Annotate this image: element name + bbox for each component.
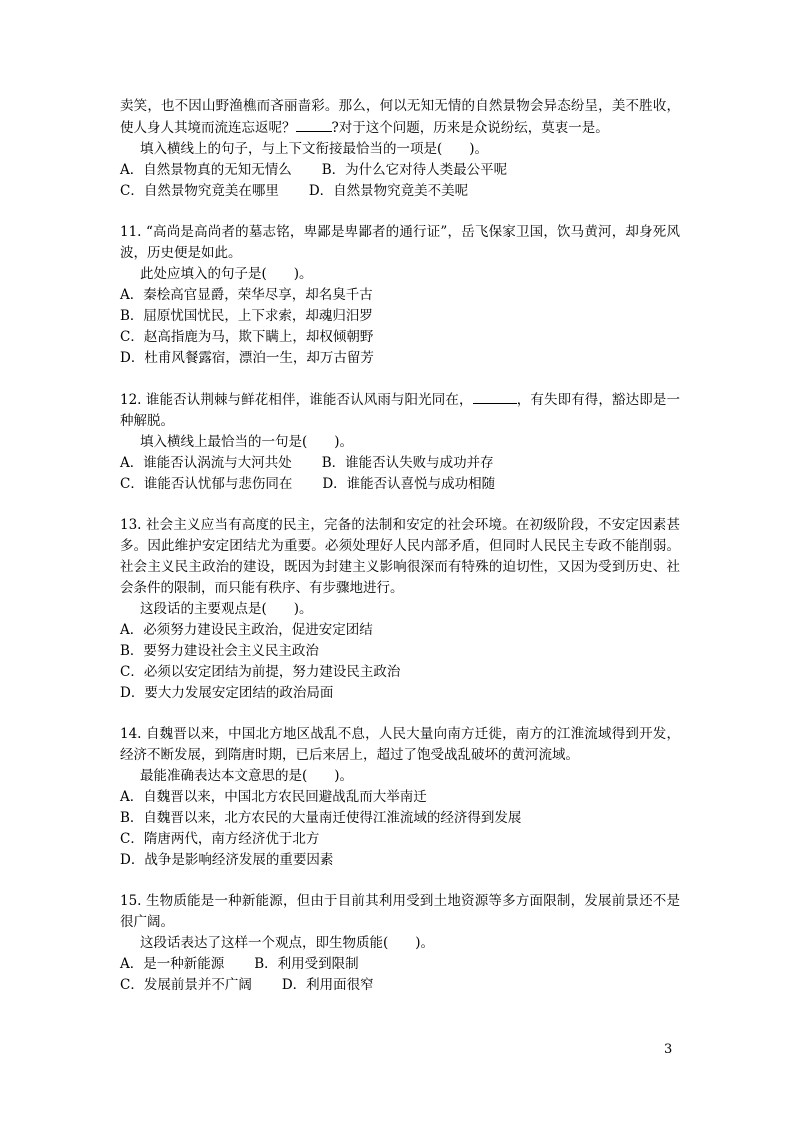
fill-blank — [296, 117, 332, 132]
fill-blank — [473, 389, 517, 404]
question-prompt: 填入横线上最恰当的一句是( )。 — [140, 434, 354, 450]
intro-block — [120, 96, 680, 202]
option-c: C．发展前景并不广阔 — [120, 977, 252, 993]
question-stem: 15. 生物质能是一种新能源，但由于目前其利用受到土地资源等多方面限制，发展前景还不是很广阔。 — [120, 893, 680, 930]
option-d: D．战争是影响经济发展的重要因素 — [120, 852, 334, 868]
page-number: 3 — [664, 1042, 673, 1057]
option-b: B．谁能否认失败与成功并存 — [321, 455, 494, 471]
options-row-2 — [120, 975, 680, 996]
options-row-1 — [120, 453, 680, 474]
option-d: D．要大力发展安定团结的政治局面 — [120, 685, 334, 701]
option-c: C．自然景物究竟美在哪里 — [120, 183, 279, 199]
intro-options-row-1 — [120, 160, 680, 181]
question-prompt: 最能准确表达本文意思的是( )。 — [140, 768, 354, 784]
intro-passage-text: 卖笑，也不因山野渔樵而吝丽啬彩。那么，何以无知无情的自然景物会异态纷呈，美不胜收，使人身人其境而流连忘返呢？ — [120, 98, 680, 136]
option-c: C．隋唐两代，南方经济优于北方 — [120, 831, 320, 847]
options-row-1 — [120, 954, 680, 975]
option-c: C．赵高指鹿为马，欺下瞒上，却权倾朝野 — [120, 329, 374, 345]
option-a: A．自魏晋以来，中国北方农民回避战乱而大举南迁 — [120, 789, 427, 805]
question-stem — [120, 389, 680, 432]
option-c: C．必须以安定团结为前提，努力建设民主政治 — [120, 664, 401, 680]
option-a: A．谁能否认涡流与大河共处 — [120, 455, 292, 471]
intro-passage — [120, 96, 680, 139]
question-prompt: 这段话表达了这样一个观点，即生物质能( )。 — [140, 935, 435, 951]
option-a: A．自然景物真的无知无情么 — [120, 162, 292, 178]
question-11 — [120, 222, 680, 369]
option-c: C．谁能否认忧郁与悲伤同在 — [120, 476, 293, 492]
intro-passage-tail: ?对于这个问题，历来是众说纷纭，莫衷一是。 — [331, 120, 609, 136]
option-b: B．屈原忧国忧民，上下求索，却魂归汨罗 — [120, 308, 373, 324]
option-a: A．秦桧高官显爵，荣华尽享，却名臭千古 — [120, 287, 373, 303]
option-b: B．自魏晋以来，北方农民的大量南迁使得江淮流域的经济得到发展 — [120, 810, 522, 826]
question-prompt: 这段话的主要观点是( )。 — [140, 601, 313, 617]
options-row-2 — [120, 474, 680, 495]
intro-options-row-2 — [120, 181, 680, 202]
question-12 — [120, 389, 680, 495]
option-b: B．要努力建设社会主义民主政治 — [120, 643, 319, 659]
option-d: D．利用面很窄 — [281, 977, 374, 993]
question-stem-part-1: 12. 谁能否认荆棘与鲜花相伴，谁能否认风雨与阳光同在， — [120, 392, 473, 408]
document-body — [120, 96, 680, 996]
question-stem: 11. “高尚是高尚者的墓志铭，卑鄙是卑鄙者的通行证”，岳飞保家卫国，饮马黄河，却身死风波，历史便是如此。 — [120, 224, 680, 261]
intro-prompt: 填入横线上的句子，与上下文衔接最恰当的一项是( )。 — [140, 141, 489, 157]
option-b: B．为什么它对待人类最公平呢 — [321, 162, 508, 178]
question-stem-part-2: ，有失即有得，豁达即是一种解脱。 — [120, 392, 680, 429]
option-a: A．必须努力建设民主政治，促进安定团结 — [120, 622, 373, 638]
option-d: D．谁能否认喜悦与成功相随 — [322, 476, 496, 492]
option-a: A．是一种新能源 — [120, 956, 225, 972]
question-14 — [120, 724, 680, 871]
question-stem: 13. 社会主义应当有高度的民主，完备的法制和安定的社会环境。在初级阶段，不安定因素甚多。因此维护安定团结尤为重要。必须处理好人民内部矛盾，但同时人民民主专政不能削弱。社会主义民主政治的建设，既因为封建主义影响很深而有特殊的迫切性，又因为受到历史、社会条件的限制，而只能有秩序、有步骤地进行。 — [120, 517, 680, 596]
option-d: D．杜甫风餐露宿，漂泊一生，却万古留芳 — [120, 350, 374, 366]
question-13 — [120, 515, 680, 704]
question-prompt: 此处应填入的句子是( )。 — [140, 266, 313, 282]
question-stem: 14. 自魏晋以来，中国北方地区战乱不息，人民大量向南方迁徙，南方的江淮流域得到开发，经济不断发展，到隋唐时期，已后来居上，超过了饱受战乱破坏的黄河流域。 — [120, 726, 680, 763]
option-d: D．自然景物究竟美不美呢 — [308, 183, 469, 199]
option-b: B．利用受到限制 — [254, 956, 359, 972]
question-15 — [120, 891, 680, 996]
